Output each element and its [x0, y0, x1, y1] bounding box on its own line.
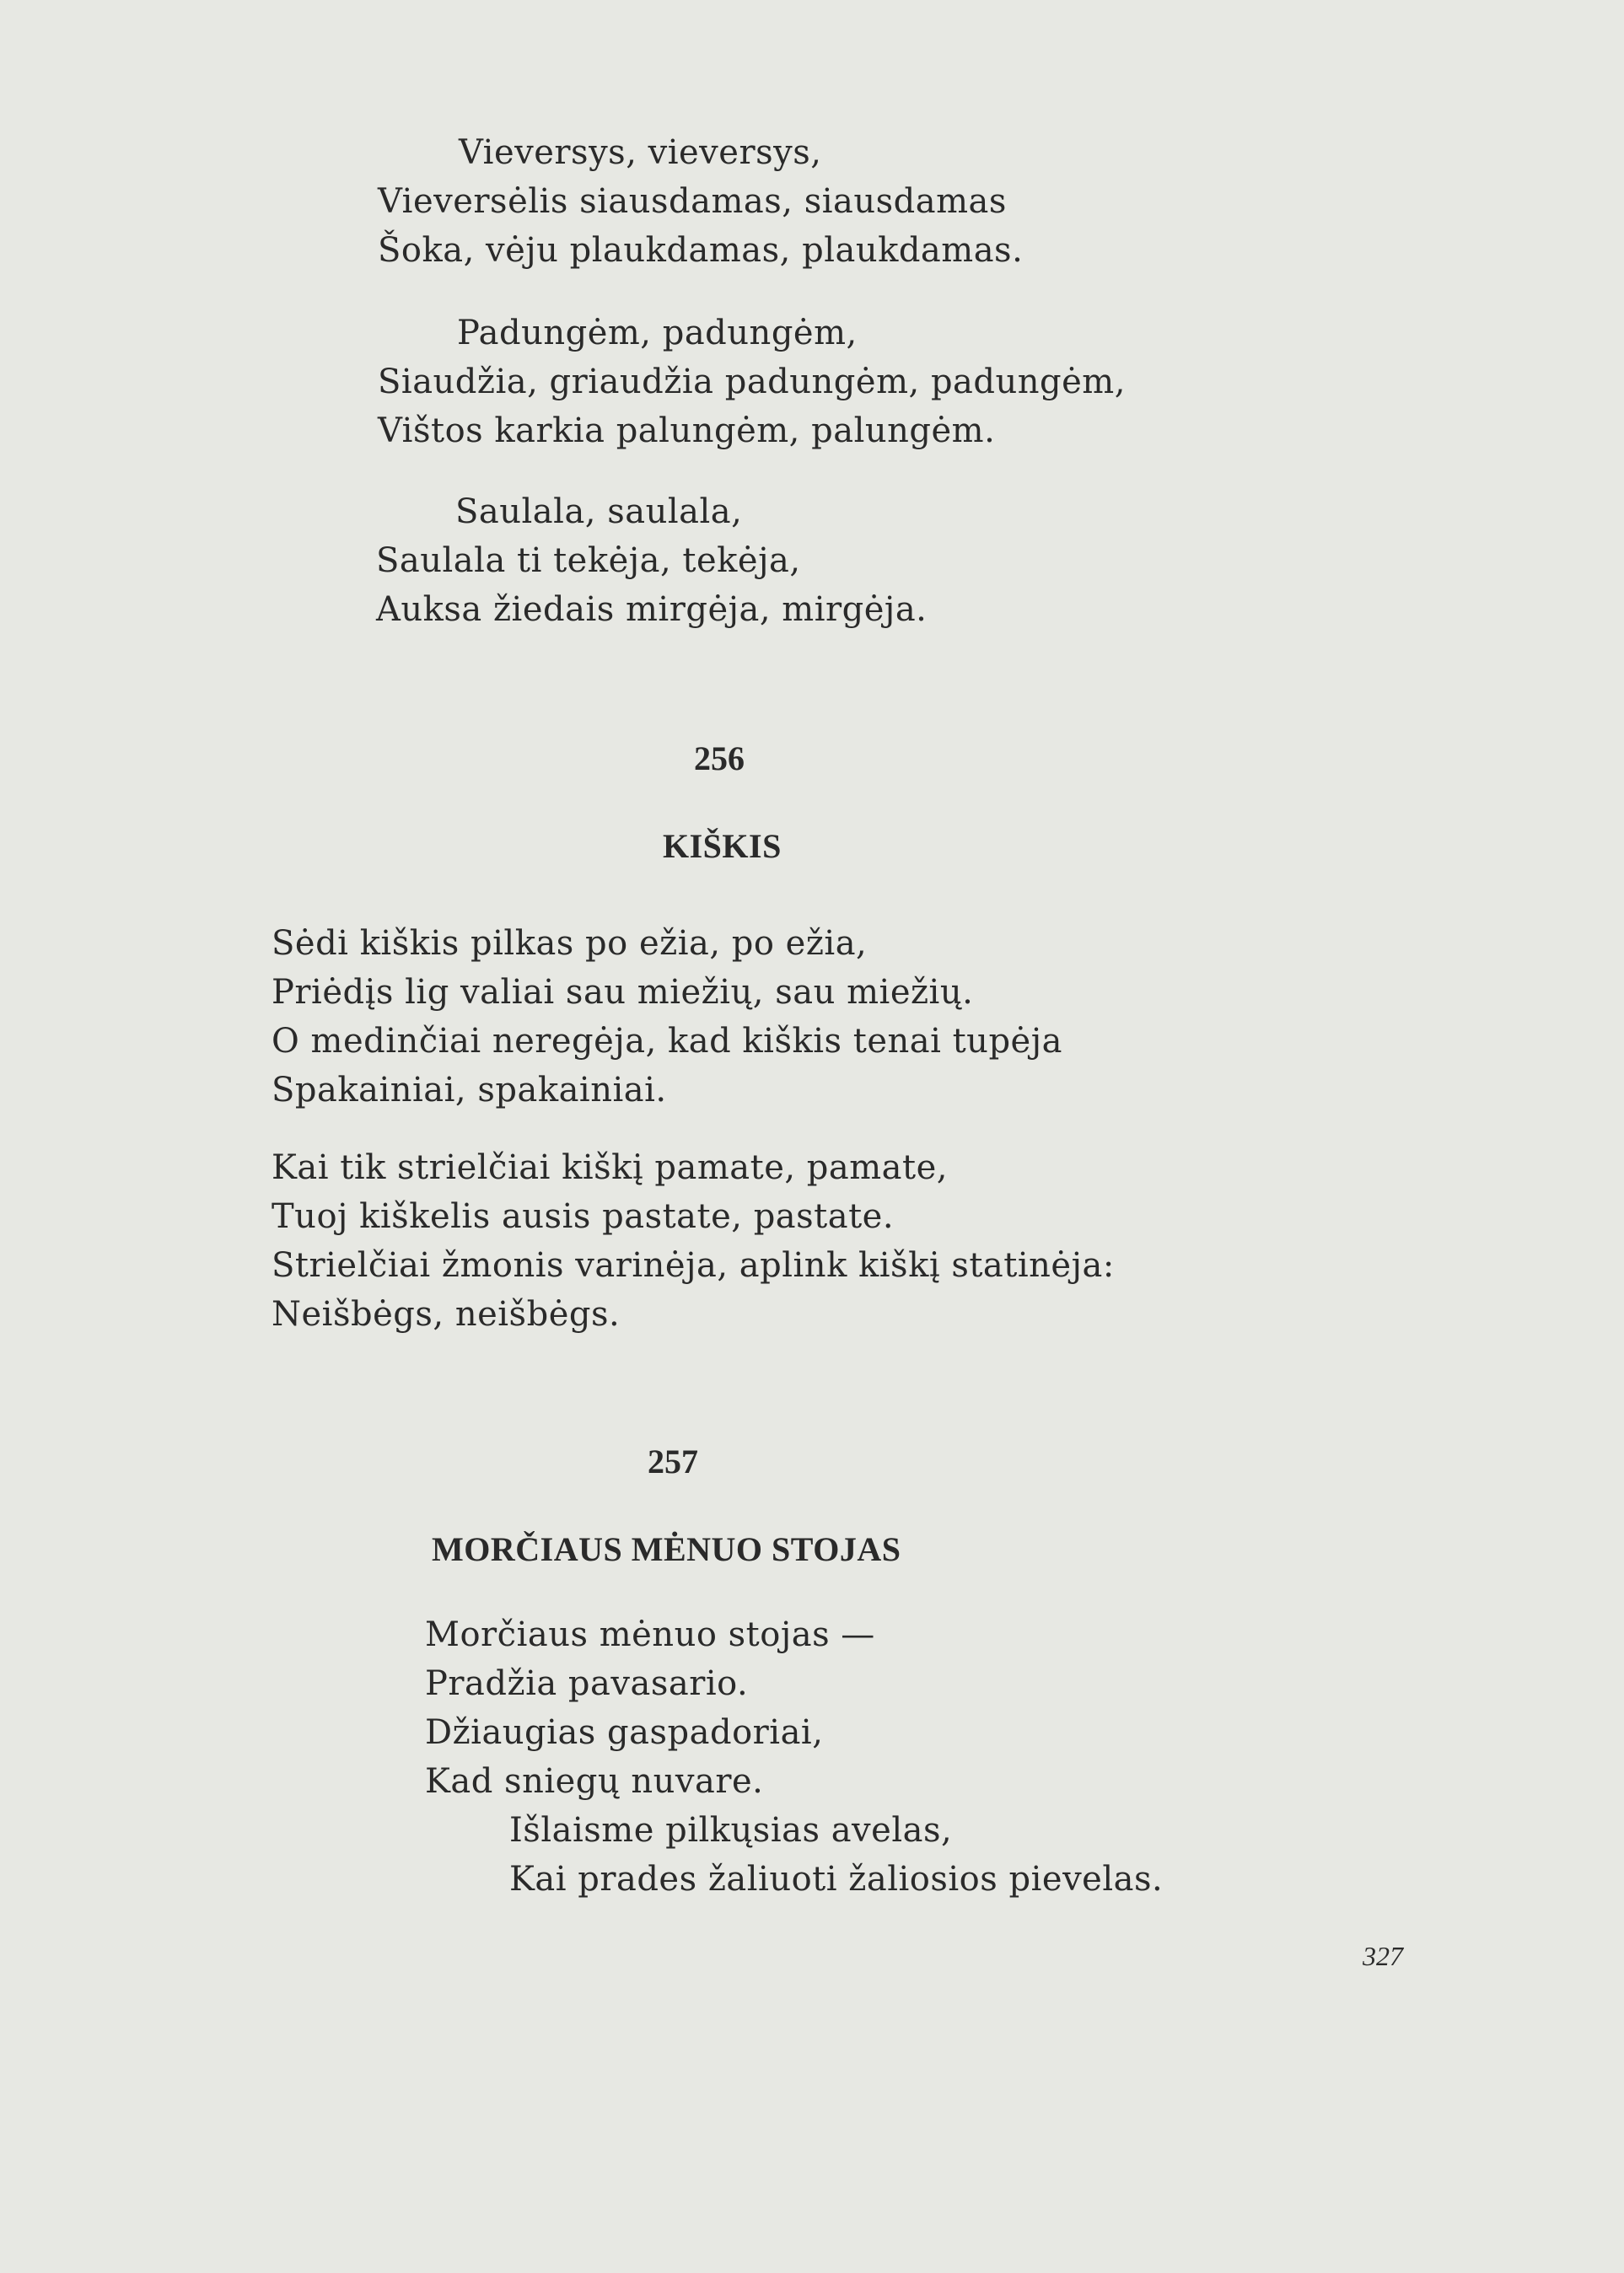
poem-line: Kai prades žaliuoti žaliosios pievelas. [509, 1860, 1164, 1899]
poem-line: Auksa žiedais mirgėja, mirgėja. [376, 590, 928, 629]
poem-line: Pradžia pavasario. [425, 1664, 749, 1703]
song-number: 256 [694, 739, 745, 777]
song-title: MORČIAUS MĖNUO STOJAS [432, 1530, 901, 1568]
poem-line: Kai tik strielčiai kiškį pamate, pamate, [272, 1148, 948, 1187]
poem-line: Vieversėlis siausdamas, siausdamas [378, 182, 1007, 221]
song-number: 257 [648, 1443, 698, 1480]
stanza-1 [378, 128, 1023, 275]
poem-line: Neišbėgs, neišbėgs. [272, 1295, 621, 1334]
poem-line: O medinčiai neregėja, kad kiškis tenai tupėja [272, 1022, 1062, 1061]
poem-line: Padungėm, padungėm, [457, 314, 858, 352]
poem-line: Vieversys, vieversys, [459, 133, 822, 172]
poem-line: Kad sniegų nuvare. [425, 1762, 764, 1801]
song-257-stanza [425, 1610, 1163, 1904]
song-256-stanza-1 [272, 919, 1062, 1115]
poem-line: Morčiaus mėnuo stojas — [425, 1615, 875, 1654]
poem-line: Spakainiai, spakainiai. [272, 1071, 667, 1110]
poem-line: Strielčiai žmonis varinėja, aplink kiškį statinėja: [272, 1246, 1115, 1285]
song-title: KIŠKIS [663, 827, 782, 865]
poem-line: Saulala, saulala, [455, 492, 743, 531]
poem-line: Tuoj kiškelis ausis pastate, pastate. [272, 1197, 895, 1236]
song-256-stanza-2 [272, 1143, 1115, 1339]
poem-line: Saulala ti tekėja, tekėja, [376, 541, 801, 580]
poem-line: Sėdi kiškis pilkas po ežia, po ežia, [272, 924, 868, 963]
poem-line: Džiaugias gaspadoriai, [425, 1713, 824, 1752]
poem-line: Priėdįs lig valiai sau miežių, sau miežių. [272, 973, 974, 1012]
poem-line: Šoka, vėju plaukdamas, plaukdamas. [378, 231, 1024, 270]
poem-line: Išlaisme pilkųsias avelas, [509, 1811, 953, 1850]
poem-line: Vištos karkia palungėm, palungėm. [378, 411, 996, 450]
poem-line: Siaudžia, griaudžia padungėm, padungėm, [378, 363, 1126, 401]
page-number: 327 [1363, 1941, 1403, 1971]
stanza-3 [376, 487, 927, 634]
stanza-2 [378, 309, 1126, 455]
